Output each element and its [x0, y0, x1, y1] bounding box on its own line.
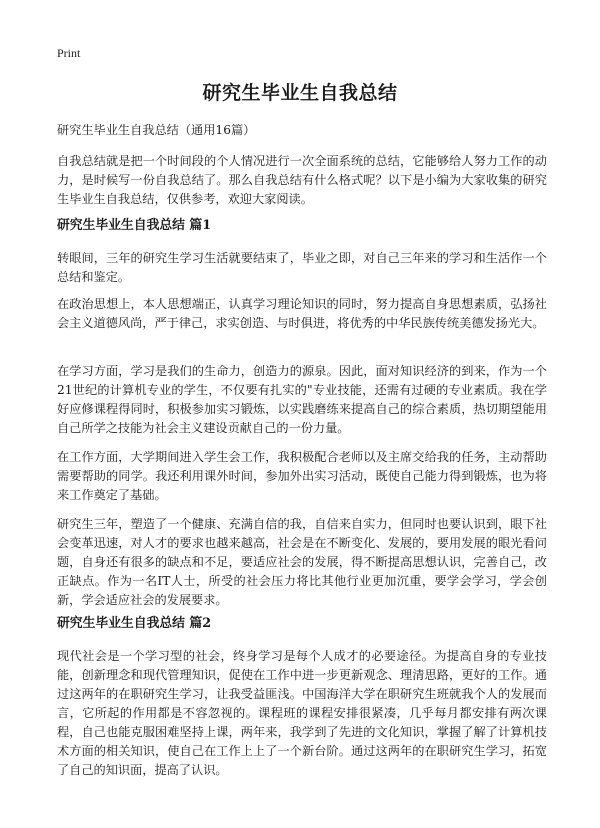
section-1-paragraph-2: 在政治思想上，本人思想端正，认真学习理论知识的同时，努力提高自身思想素质，弘扬社会主义道德风尚，严于律己，求实创造、与时俱进，将优秀的中华民族传统美德发扬光大。: [57, 297, 547, 330]
page-title: 研究生毕业生自我总结: [202, 82, 398, 104]
section-1-paragraph-1: 转眼间，三年的研究生学习生活就要结束了，毕业之即，对自己三年来的学习和生活作一个总结和鉴定。: [57, 251, 547, 284]
section-2-heading: 研究生毕业生自我总结 篇2: [57, 616, 212, 631]
print-link[interactable]: Print: [57, 46, 81, 60]
section-1-heading: 研究生毕业生自我总结 篇1: [57, 218, 212, 233]
section-1-paragraph-3: 在学习方面，学习是我们的生命力，创造力的源泉。因此，面对知识经济的到来，作为一个21世纪的计算机专业的学生，不仅要有扎实的"专业技能，还需有过硬的专业素质。我在学好应修课程得同时，积极参加实习锻炼，以实践磨练来提高自己的综合素质，热切期望能用自己所学之技能为社会主义建设贡献自己的一份力量。: [57, 364, 547, 435]
section-2-paragraph-1: 现代社会是一个学习型的社会，终身学习是每个人成才的必要途径。为提高自身的专业技能，创新理念和现代管理知识，促使在工作中进一步更新观念、理清思路，更好的工作。通过这两年的在职研究生学习，让我受益匪浅。中国海洋大学在职研究生班就我个人的发展而言，它所起的作用都是不容忽视的。课程班的课程安排很紧凑，几乎每月都安排有两次课程，自己也能克服困难坚持上课，两年来，我学到了先进的文化知识，掌握了解了计算机技术方面的相关知识，使自己在工作上上了一个新台阶。通过这两年的在职研究生学习，拓宽了自己的知识面，提高了认识。: [57, 649, 547, 777]
section-1-paragraph-4: 在工作方面，大学期间进入学生会工作，我积极配合老师以及主席交给我的任务，主动帮助需要帮助的同学。我还利用课外时间，参加外出实习活动，既使自己能力得到锻炼，也为将来工作奠定了基础。: [57, 450, 547, 502]
section-1-paragraph-5: 研究生三年，塑造了一个健康、充满自信的我，自信来自实力，但同时也要认识到，眼下社会变革迅速，对人才的要求也越来越高，社会是在不断变化、发展的，要用发展的眼光看问题，自身还有很多的缺点和不足，要适应社会的发展，得不断提高思想认识，完善自己，改正缺点。作为一名IT人士，所受的社会压力将比其他行业更加沉重，要学会学习，学会创新，学会适应社会的发展要求。: [57, 517, 547, 607]
article-subtitle: 研究生毕业生自我总结（通用16篇）: [57, 123, 256, 137]
intro-paragraph: 自我总结就是把一个时间段的个人情况进行一次全面系统的总结，它能够给人努力工作的动力，是时候写一份自我总结了。那么自我总结有什么格式呢？以下是小编为大家收集的研究生毕业生自我总结，仅供参考，欢迎大家阅读。: [57, 154, 547, 206]
